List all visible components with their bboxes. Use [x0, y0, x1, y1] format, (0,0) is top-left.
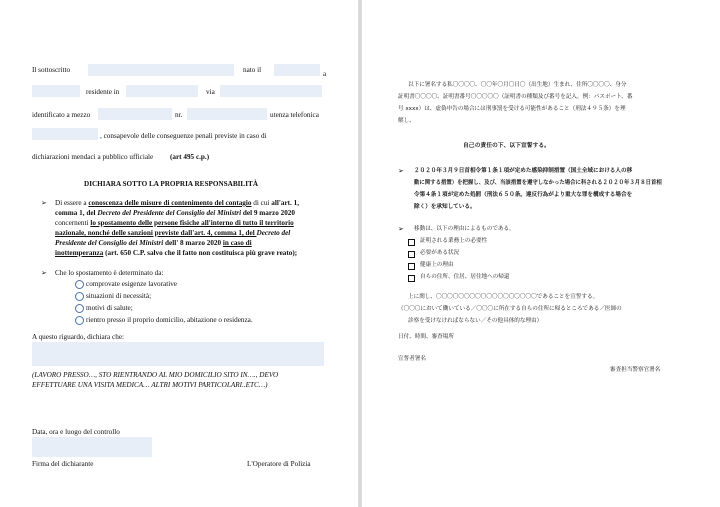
jp-b1-line-1: ２０２０年３月９日首相令第１条１項が定めた感染抑制措置（国土全域における人の移 — [414, 168, 633, 174]
id-document-field[interactable] — [98, 108, 172, 120]
arrow-bullet-icon: ➢ — [398, 225, 404, 233]
phone-field[interactable] — [32, 128, 98, 140]
birthdate-field[interactable] — [274, 64, 320, 76]
consapevole-text: , consapevole delle conseguenze penali previste in caso di — [100, 132, 267, 140]
jp-b1-line-2: 動に関する措置）を把握し、及び、当該措置を遵守しなかった場合に科される２０２０年３月８日首相 — [414, 180, 662, 186]
paragraph-2: Che lo spostamento è determinato da: — [55, 269, 164, 277]
a-questo-text: A questo riguardo, dichiara che: — [32, 333, 125, 341]
arrow-bullet-icon: ➢ — [41, 199, 47, 207]
paragraph-1-line-1: Di essere a conoscenza delle misure di contenimento del contagio di cui all'art. 1, — [55, 199, 300, 207]
radio-option-1[interactable] — [75, 280, 84, 289]
data-ora-label: Data, ora e luogo del controllo — [32, 428, 120, 436]
label-identificato: identificato a mezzo — [32, 111, 91, 119]
label-via: via — [206, 88, 215, 96]
example-line-2: EFFETTUARE UNA VISITA MEDICA… ALTRI MOTIVI PARTICOLARI..ETC…) — [32, 381, 268, 389]
jp-p1-line-2: 証明書〇〇〇〇、証明書番号〇〇〇〇〇（証明書の種類及び番号を記入。例：パスポート、番 — [398, 94, 633, 100]
option-4-label: rientro presso il proprio domicilio, abitazione o residenza. — [86, 316, 253, 324]
option-1-label: comprovate esigenze lavorative — [86, 280, 177, 288]
italian-form-page — [0, 0, 358, 507]
arrow-bullet-icon: ➢ — [398, 167, 404, 175]
paragraph-1-line-2: comma 1, del Decreto del Presidente del Consiglio dei Ministri del 9 marzo 2020 — [55, 209, 295, 217]
radio-option-3[interactable] — [75, 304, 84, 313]
jp-p3-line-1: 上に関し、〇〇〇〇〇〇〇〇〇〇〇〇〇〇〇〇〇〇であることを宣誓する。 — [408, 294, 599, 300]
paragraph-1-line-3: concernenti lo spostamento delle persone fisiche all'interno di tutto il territorio — [55, 219, 294, 227]
jp-date-time-place: 日付、時間、審査場所 — [398, 334, 454, 340]
label-sottoscritto: Il sottoscritto — [32, 66, 71, 74]
label-utenza: utenza telefonica — [270, 111, 319, 119]
option-3-label: motivi di salute; — [86, 304, 133, 312]
reason-field[interactable] — [32, 342, 324, 366]
article-495: (art 495 c.p.) — [170, 153, 210, 161]
jp-officer-signature: 審査担当警察官署名 — [610, 367, 661, 373]
jp-p3-line-3: 診察を受けなければならない／その他具体的な理由） — [408, 318, 543, 324]
jp-checkbox-4[interactable] — [408, 275, 415, 282]
paragraph-1-line-5: Presidente del Consiglio dei Ministri dell' 8 marzo 2020 in caso di — [55, 239, 252, 247]
japanese-translation-page — [362, 0, 720, 507]
radio-option-2[interactable] — [75, 292, 84, 301]
jp-heading: 自己の責任の下、以下宣誓する。 — [463, 143, 550, 149]
jp-reason-2: 必要がある状況 — [420, 250, 460, 256]
jp-checkbox-2[interactable] — [408, 251, 415, 258]
jp-p3-line-2: （〇〇〇において働いている／〇〇〇に所在する自らの住所に帰るところである／医師の — [398, 306, 622, 312]
street-field[interactable] — [220, 85, 322, 97]
jp-reason-3: 健康上の理由 — [420, 262, 454, 268]
paragraph-1-line-6: inottemperanza (art. 650 C.P. salvo che il fatto non costituisca più grave reato); — [55, 249, 298, 257]
jp-reason-4: 自らの住所、住居、居住地への帰還 — [420, 274, 510, 280]
label-nr: nr. — [175, 111, 183, 119]
jp-declarant-signature: 宣誓者署名 — [398, 356, 426, 362]
jp-b1-line-4: 除く）を承知している。 — [414, 204, 476, 210]
birthplace-field[interactable] — [32, 85, 80, 97]
jp-p1-line-3: 号 xxxx）は、虚偽申告の場合には刑事罰を受ける可能性があること（刑法４９５条）を理 — [398, 106, 626, 112]
label-nato: nato il — [243, 66, 262, 74]
jp-b1-line-3: 令第４条１項が定めた処罰（刑法６５０条。違反行為がより重大な罪を構成する場合を — [414, 192, 633, 198]
radio-option-4[interactable] — [75, 316, 84, 325]
declaration-heading: DICHIARA SOTTO LA PROPRIA RESPONSABILITÀ — [84, 180, 259, 188]
jp-reason-1: 証明される業務上の必要性 — [420, 238, 488, 244]
label-a: a — [323, 70, 327, 78]
id-number-field[interactable] — [187, 108, 267, 120]
firma-label: Firma del dichiarante — [32, 460, 94, 468]
name-field[interactable] — [88, 64, 234, 76]
residence-field[interactable] — [126, 85, 198, 97]
paragraph-1-line-4: nazionale, nonché delle sanzioni previste dall'art. 4, comma 1, del Decreto del — [55, 229, 291, 237]
option-2-label: situazioni di necessità; — [86, 292, 152, 300]
example-line-1: (LAVORO PRESSO…, STO RIENTRANDO AL MIO DOMICILIO SITO IN…., DEVO — [32, 371, 279, 379]
label-residente: residente in — [86, 88, 120, 96]
jp-checkbox-1[interactable] — [408, 239, 415, 246]
dichiarazioni-text: dichiarazioni mendaci a pubblico ufficiale — [32, 153, 154, 161]
jp-b2: 移動は、以下の理由によるものである。 — [414, 226, 515, 232]
jp-p1-line-4: 解し、 — [398, 118, 415, 124]
operatore-label: L'Operatore di Polizia — [247, 460, 311, 468]
date-place-field[interactable] — [32, 437, 152, 457]
jp-p1-line-1: 以下に署名する私〇〇〇〇、〇〇年〇月〇日〇（出生地）生まれ、住所〇〇〇〇、身分 — [408, 82, 627, 88]
arrow-bullet-icon: ➢ — [41, 269, 47, 277]
jp-checkbox-3[interactable] — [408, 263, 415, 270]
